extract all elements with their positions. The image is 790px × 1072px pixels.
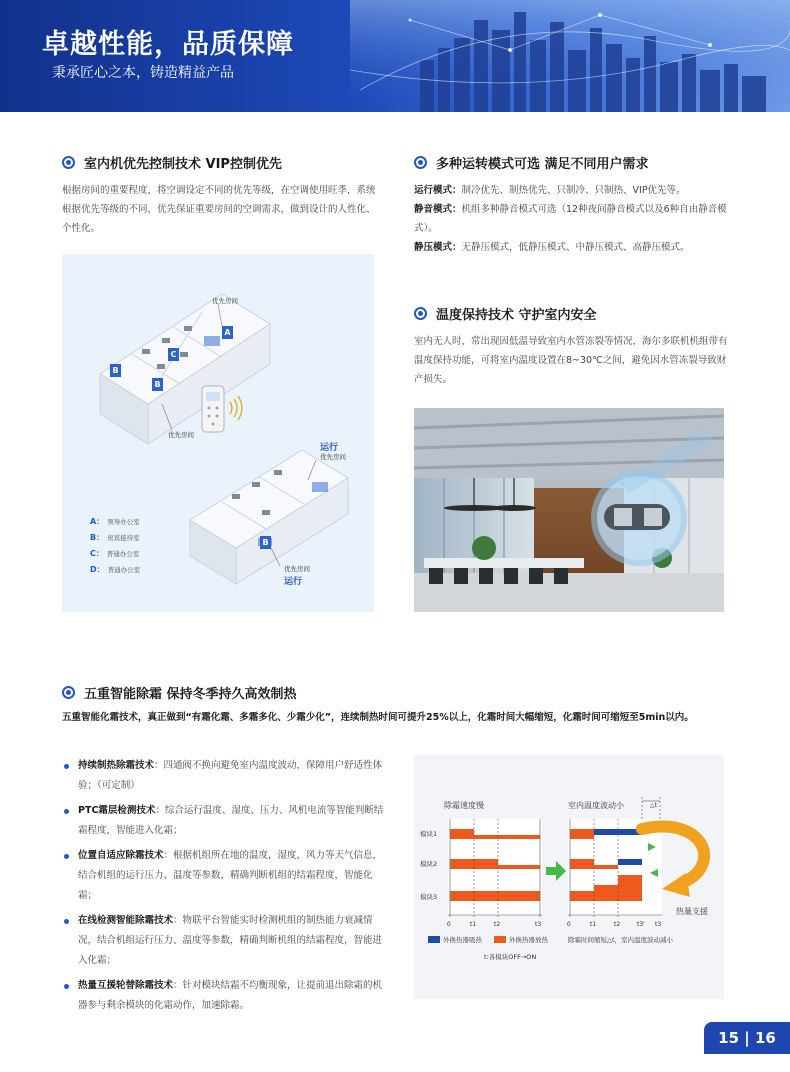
tick-right-3: t3 (655, 921, 662, 928)
list-item: PTC霜层检测技术：综合运行温度、湿度、压力、风机电流等智能判断结霜程度，智能进入化霜； (62, 801, 384, 841)
bullet-ring-icon (62, 686, 75, 699)
defrost-intro: 五重智能化霜技术，真正做到“有霜化霜、多霜多化、少霜少化”，连续制热时间可提升25%以上，化霜时间大幅缩短，化霜时间可缩短至5min以内。 (62, 712, 694, 723)
module-label-1: 模块1 (420, 830, 438, 838)
priority-room-label-1: 优先房间 (212, 297, 238, 305)
bullet-dot-icon (64, 764, 69, 769)
city-skyline-image (350, 0, 790, 112)
tick-left-3: t3 (535, 921, 542, 928)
room-letter-d: B (152, 378, 163, 391)
defrost-timing-chart (414, 755, 724, 999)
priority-room-label-3: 优先房间 (320, 453, 346, 461)
room-letter-a: A (222, 326, 233, 339)
temp-heading-text: 温度保持技术 守护室内安全 (436, 308, 597, 323)
vip-section-heading (62, 153, 282, 172)
legend-blue-label: 外换热器吸热 (443, 936, 482, 944)
list-item: 在线检测智能除霜技术：物联平台智能实时检测机组的制热能力衰减情况，结合机组运行压力、温度等参数，精确判断机组的结霜程度，智能进入化霜； (62, 911, 384, 971)
bullet-dot-icon (64, 809, 69, 814)
modes-list (414, 181, 730, 257)
vip-body: 根据房间的重要程度，将空调设定不同的优先等级，在空调使用旺季，系统根据优先等级的不同，优先保证重要房间的空调需求，做到设计的人性化、个性化。 (62, 185, 376, 234)
diagram-note-left: t:各模块OFF→ON (484, 953, 537, 961)
defrost-comparison-diagram (414, 755, 724, 999)
temp-section-heading (414, 304, 597, 323)
legend-item-a: A： 领导办公室 (90, 517, 140, 526)
room-letter-b-lower: B (260, 536, 271, 549)
run-label-1: 运行 (320, 443, 339, 453)
run-label-2: 运行 (284, 577, 303, 587)
diagram-note-right: 除霜时间缩短△t，室内温度波动减小 (568, 936, 674, 944)
priority-room-label-2: 优先房间 (168, 431, 194, 439)
modes-section-heading (414, 153, 649, 172)
office-interior-photo (414, 408, 724, 612)
page-title: 卓越性能，品质保障 (42, 29, 294, 60)
modes-heading-text: 多种运转模式可选 满足不同用户需求 (436, 157, 649, 172)
tick-left-0: 0 (447, 921, 451, 928)
vip-office-illustration (62, 254, 374, 612)
tick-left-2: t2 (494, 921, 501, 928)
priority-room-label-4: 优先房间 (284, 565, 310, 573)
page-subtitle: 秉承匠心之本，铸造精益产品 (52, 65, 234, 81)
room-letter-c: C (168, 348, 179, 361)
bullet-dot-icon (64, 919, 69, 924)
diagram-right-title: 室内温度波动小 (568, 801, 624, 810)
office-photo-image (414, 408, 724, 612)
defrost-heading-text: 五重智能除霜 保持冬季持久高效制热 (84, 687, 297, 702)
legend-item-d: D： 普通办公室 (90, 565, 141, 574)
mode-item-static: 静压模式：无静压模式，低静压模式、中静压模式、高静压模式。 (414, 242, 690, 253)
list-item: 热量互援轮替除霜技术：针对模块结霜不均衡现象，让提前退出除霜的机器参与剩余模块的化霜动作，加速除霜。 (62, 976, 384, 1016)
bullet-ring-icon (62, 156, 75, 169)
list-item: 持续制热除霜技术：四通阀不换向避免室内温度波动，保障用户舒适性体验；（可定制） (62, 756, 384, 796)
transition-arrow-icon (546, 861, 566, 881)
bullet-dot-icon (64, 854, 69, 859)
tick-right-2: t2 (614, 921, 621, 928)
room-letter-b: B (110, 364, 121, 377)
delta-t-label: △t (650, 802, 657, 809)
module-label-3: 模块3 (420, 893, 438, 901)
page-number: 15 | 16 (704, 1022, 790, 1054)
defrost-section-heading (62, 683, 297, 702)
list-item: 位置自适应除霜技术：根据机组所在地的温度，湿度，风力等天气信息，结合机组的运行压力、温度等参数，精确判断机组的结霜程度，智能化霜； (62, 846, 384, 906)
bullet-dot-icon (64, 984, 69, 989)
legend-item-b: B： 贵宾接待室 (90, 533, 140, 542)
header-banner (0, 0, 790, 112)
tick-right-3p: t3' (637, 921, 645, 928)
legend-orange-label: 外换热器放热 (509, 936, 548, 944)
tick-right-1: t1 (590, 921, 597, 928)
tick-right-0: 0 (567, 921, 571, 928)
heat-support-label: 热量支援 (676, 907, 708, 916)
diagram-left-title: 除霜速度慢 (444, 801, 484, 810)
mode-item-silent: 静音模式：机组多种静音模式可选（12种夜间静音模式以及6种自由静音模式）。 (414, 204, 727, 234)
bullet-ring-icon (414, 156, 427, 169)
bullet-ring-icon (414, 307, 427, 320)
module-label-2: 模块2 (420, 860, 438, 868)
temp-body: 室内无人时，常出现因低温导致室内水管冻裂等情况，海尔多联机机组带有温度保持功能，可将室内温度设置在8~30℃之间，避免因水管冻裂导致财产损失。 (414, 336, 728, 385)
mode-item-run: 运行模式：制冷优先、制热优先、只制冷、只制热、VIP优先等。 (414, 185, 686, 196)
legend-item-c: C： 普通办公室 (90, 549, 140, 558)
vip-heading-text: 室内机优先控制技术 VIP控制优先 (84, 157, 282, 172)
tick-left-1: t1 (470, 921, 477, 928)
defrost-bullet-list (62, 756, 384, 1021)
